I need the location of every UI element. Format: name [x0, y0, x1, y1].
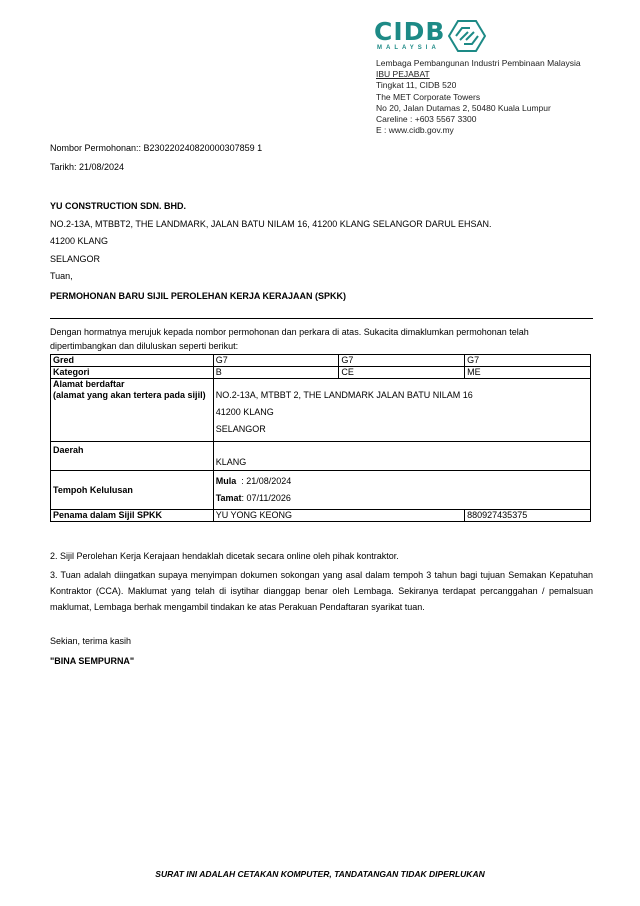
closing: Sekian, terima kasih	[50, 636, 132, 646]
table-row	[51, 442, 591, 471]
alamat-line: 41200 KLANG	[215, 407, 274, 417]
address-line: Careline : +603 5567 3300	[376, 114, 477, 125]
table-row	[51, 367, 591, 379]
address-line: IBU PEJABAT	[376, 69, 430, 80]
application-number: Nombor Permohonan:: B230220240820000307859 1	[50, 143, 263, 153]
logo-subtext: MALAYSIA	[377, 45, 440, 51]
address-line: Tingkat 11, CIDB 520	[376, 80, 457, 91]
address-line: Lembaga Pembangunan Industri Pembinaan Malaysia	[376, 58, 581, 68]
gred-label: Gred	[51, 355, 214, 367]
gred-value: G7	[339, 355, 465, 367]
alamat-label: Alamat berdaftar	[53, 379, 125, 389]
cidb-logo	[374, 18, 486, 54]
ic-number: 880927435375	[465, 510, 591, 522]
organization-address	[376, 58, 581, 136]
address-line: No 20, Jalan Dutamas 2, 50480 Kuala Lumpur	[376, 102, 551, 113]
paragraph-3: 3. Tuan adalah diingatkan supaya menyimpan dokumen sokongan yang asal dalam tempoh 3 tahun bagi tujuan Semakan Kepatuhan Kontraktor (CCA). Maklumat yang telah di isytihar dianggap benar oleh Lembaga. Sekiranya terdapat percanggahan / pemalsuan maklumat, Lembaga berhak mengambil tindakan ke atas Perakuan Pendaftaran syarikat tuan.	[50, 570, 593, 612]
gred-value: G7	[213, 355, 339, 367]
table-row	[51, 379, 591, 442]
alamat-line: NO.2-13A, MTBBT 2, THE LANDMARK JALAN BATU NILAM 16	[215, 390, 473, 400]
recipient-address-line: 41200 KLANG	[50, 236, 109, 246]
gred-value: G7	[465, 355, 591, 367]
alamat-value	[213, 379, 590, 442]
kategori-value: ME	[465, 367, 591, 379]
divider	[50, 318, 593, 319]
letter-subject: PERMOHONAN BARU SIJIL PEROLEHAN KERJA KERAJAAN (SPKK)	[50, 291, 347, 301]
penama-value: YU YONG KEONG	[213, 510, 464, 522]
footer-notice: SURAT INI ADALAH CETAKAN KOMPUTER, TANDATANGAN TIDAK DIPERLUKAN	[155, 869, 485, 879]
tempoh-value	[213, 471, 590, 510]
cidb-mark-icon	[448, 20, 486, 52]
address-line: E : www.cidb.gov.my	[376, 125, 454, 136]
penama-label: Penama dalam Sijil SPKK	[51, 510, 214, 522]
alamat-sublabel: (alamat yang akan tertera pada sijil)	[53, 390, 206, 400]
letter-date: Tarikh: 21/08/2024	[50, 162, 125, 172]
table-row	[51, 355, 591, 367]
daerah-value: KLANG	[213, 442, 590, 471]
daerah-label: Daerah	[51, 442, 214, 471]
approval-table	[50, 354, 591, 522]
mula-date: : 21/08/2024	[236, 476, 292, 486]
kategori-label: Kategori	[51, 367, 214, 379]
recipient-address-line: NO.2-13A, MTBBT2, THE LANDMARK, JALAN BATU NILAM 16, 41200 KLANG SELANGOR DARUL EHSAN.	[50, 219, 492, 229]
table-row	[51, 471, 591, 510]
motto: "BINA SEMPURNA"	[50, 656, 135, 666]
salutation: Tuan,	[50, 271, 73, 281]
tamat-label: Tamat	[215, 493, 242, 503]
table-row	[51, 510, 591, 522]
intro-paragraph: Dengan hormatnya merujuk kepada nombor permohonan dan perkara di atas. Sukacita dimaklumkan permohonan telah dipertimbangkan dan diluluskan seperti berikut:	[50, 327, 529, 351]
tempoh-label: Tempoh Kelulusan	[51, 471, 214, 510]
mula-label: Mula	[215, 476, 237, 486]
kategori-value: CE	[339, 367, 465, 379]
address-line: The MET Corporate Towers	[376, 91, 481, 102]
kategori-value: B	[213, 367, 339, 379]
logo-text: CIDB	[374, 17, 446, 46]
alamat-label-cell	[51, 379, 214, 442]
alamat-line: SELANGOR	[215, 424, 266, 434]
recipient-address-line: SELANGOR	[50, 254, 101, 264]
recipient-company: YU CONSTRUCTION SDN. BHD.	[50, 201, 187, 211]
paragraph-2: 2. Sijil Perolehan Kerja Kerajaan hendaklah dicetak secara online oleh pihak kontraktor.	[50, 551, 399, 561]
tamat-date: : 07/11/2026	[241, 493, 291, 503]
